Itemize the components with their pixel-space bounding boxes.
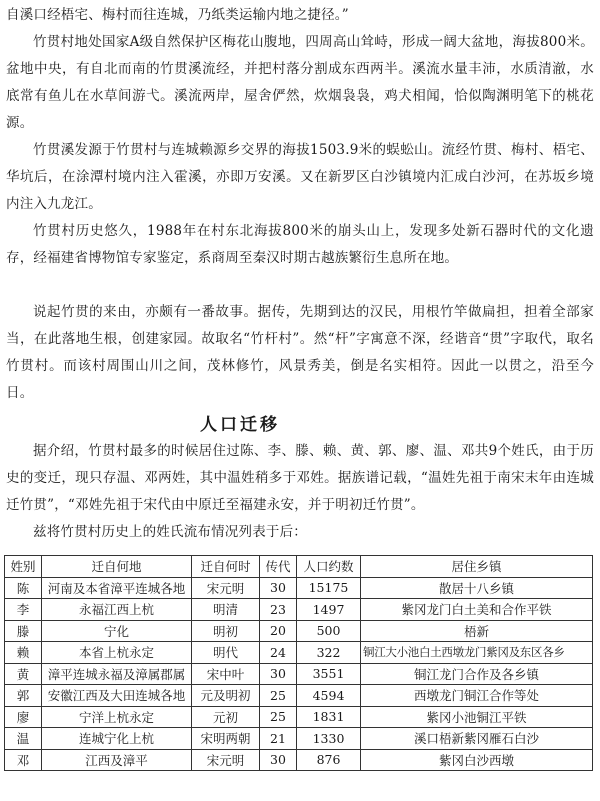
cell-generations: 24 xyxy=(260,642,297,664)
cell-surname: 廖 xyxy=(5,706,42,728)
cell-surname: 温 xyxy=(5,728,42,750)
cell-period: 元及明初 xyxy=(192,685,260,707)
cell-generations: 30 xyxy=(260,663,297,685)
cell-population: 1497 xyxy=(297,599,361,621)
header-population: 人口约数 xyxy=(297,556,361,578)
table-row xyxy=(5,642,593,664)
paragraph-table-intro: 兹将竹贯村历史上的姓氏流布情况列表于后： xyxy=(33,524,307,540)
cell-origin: 江西及漳平 xyxy=(42,749,192,771)
table-row xyxy=(5,685,593,707)
cell-origin: 漳平连城永福及漳属郡属 xyxy=(42,663,192,685)
cell-population: 876 xyxy=(297,749,361,771)
paragraph-stream: 竹贯溪发源于竹贯村与连城赖源乡交界的海拔1503.9米的蜈蚣山。流经竹贯、梅村、梧宅、华坑后，在涂潭村境内注入霍溪，亦即万安溪。又在新罗区白沙镇境内汇成白沙河，在苏坂乡境内注入九龙江。 xyxy=(6,142,594,212)
cell-surname: 赖 xyxy=(5,642,42,664)
cell-surname: 陈 xyxy=(5,577,42,599)
cell-residence: 铜江龙门合作及各乡镇 xyxy=(361,663,593,685)
cell-origin: 宁化 xyxy=(42,620,192,642)
cell-period: 明代 xyxy=(192,642,260,664)
table-row xyxy=(5,663,593,685)
cell-origin: 宁洋上杭永定 xyxy=(42,706,192,728)
table-header-row xyxy=(5,556,593,578)
section-heading: 人口迁移 xyxy=(200,415,280,435)
cell-period: 元初 xyxy=(192,706,260,728)
table-row xyxy=(5,706,593,728)
header-residence: 居住乡镇 xyxy=(361,556,593,578)
table-row xyxy=(5,620,593,642)
cell-population: 1330 xyxy=(297,728,361,750)
cell-period: 明初 xyxy=(192,620,260,642)
paragraph-history: 竹贯村历史悠久，1988年在村东北海拔800米的崩头山上，发现多处新石器时代的文化遗存，经福建省博物馆专家鉴定，系商周至秦汉时期古越族繁衍生息所在地。 xyxy=(6,223,594,266)
header-origin: 迁自何地 xyxy=(42,556,192,578)
cell-generations: 25 xyxy=(260,685,297,707)
header-period: 迁自何时 xyxy=(192,556,260,578)
cell-residence: 梧新 xyxy=(361,620,593,642)
cell-surname: 滕 xyxy=(5,620,42,642)
cell-period: 明清 xyxy=(192,599,260,621)
cell-generations: 30 xyxy=(260,749,297,771)
cell-residence: 铜江大小池白土西墩龙门紫冈及东区各乡 xyxy=(361,642,593,664)
cell-origin: 本省上杭永定 xyxy=(42,642,192,664)
cell-surname: 黄 xyxy=(5,663,42,685)
table-row xyxy=(5,577,593,599)
cell-origin: 连城宁化上杭 xyxy=(42,728,192,750)
cell-generations: 23 xyxy=(260,599,297,621)
cell-residence: 西墩龙门铜江合作等处 xyxy=(361,685,593,707)
paragraph-geography: 竹贯村地处国家A级自然保护区梅花山腹地，四周高山耸峙，形成一阔大盆地，海拔800米。盆地中央，有自北而南的竹贯溪流经，并把村落分割成东西两半。溪流水量丰沛，水质清澈，水底常有鱼儿在水草间游弋。溪流两岸，屋舍俨然，炊烟袅袅，鸡犬相闻，恰似陶渊明笔下的桃花源。 xyxy=(6,34,594,131)
surname-migration-table xyxy=(4,555,593,771)
cell-population: 15175 xyxy=(297,577,361,599)
cell-population: 322 xyxy=(297,642,361,664)
paragraph-intro-tail: 自溪口经梧宅、梅村而往连城，乃纸类运输内地之捷径。” xyxy=(6,7,349,23)
cell-population: 3551 xyxy=(297,663,361,685)
cell-residence: 散居十八乡镇 xyxy=(361,577,593,599)
cell-period: 宋中叶 xyxy=(192,663,260,685)
cell-period: 宋明两朝 xyxy=(192,728,260,750)
cell-origin: 永福江西上杭 xyxy=(42,599,192,621)
header-surname: 姓别 xyxy=(5,556,42,578)
cell-generations: 20 xyxy=(260,620,297,642)
table-row xyxy=(5,728,593,750)
cell-population: 4594 xyxy=(297,685,361,707)
cell-residence: 紫冈白沙西墩 xyxy=(361,749,593,771)
cell-generations: 25 xyxy=(260,706,297,728)
cell-period: 宋元明 xyxy=(192,577,260,599)
header-generations: 传代 xyxy=(260,556,297,578)
cell-population: 500 xyxy=(297,620,361,642)
cell-generations: 30 xyxy=(260,577,297,599)
cell-surname: 邓 xyxy=(5,749,42,771)
cell-population: 1831 xyxy=(297,706,361,728)
cell-surname: 李 xyxy=(5,599,42,621)
cell-surname: 郭 xyxy=(5,685,42,707)
paragraph-name-origin: 说起竹贯的来由，亦颇有一番故事。据传，先期到达的汉民，用根竹竿做扁担，担着全部家当，在此落地生根，创建家园。故取名“竹杆村”。然“杆”字寓意不深，经谐音“贯”字取代，取名竹贯村。而该村周围山川之间，茂林修竹，风景秀美，倒是名实相符。因此一以贯之，沿至今日。 xyxy=(6,304,594,401)
cell-generations: 21 xyxy=(260,728,297,750)
table-row xyxy=(5,599,593,621)
cell-period: 宋元明 xyxy=(192,749,260,771)
cell-origin: 安徽江西及大田连城各地 xyxy=(42,685,192,707)
cell-origin: 河南及本省漳平连城各地 xyxy=(42,577,192,599)
table-row xyxy=(5,749,593,771)
cell-residence: 紫冈小池铜江平铁 xyxy=(361,706,593,728)
paragraph-migration: 据介绍，竹贯村最多的时候居住过陈、李、滕、赖、黄、郭、廖、温、邓共9个姓氏，由于历史的变迁，现只存温、邓两姓，其中温姓稍多于邓姓。据族谱记载，“温姓先祖于南宋末年由连城迁竹贯”，“邓姓先祖于宋代由中原迁至福建永安，并于明初迁竹贯”。 xyxy=(6,443,594,513)
cell-residence: 溪口梧新紫冈雁石白沙 xyxy=(361,728,593,750)
cell-residence: 紫冈龙门白土美和合作平铁 xyxy=(361,599,593,621)
